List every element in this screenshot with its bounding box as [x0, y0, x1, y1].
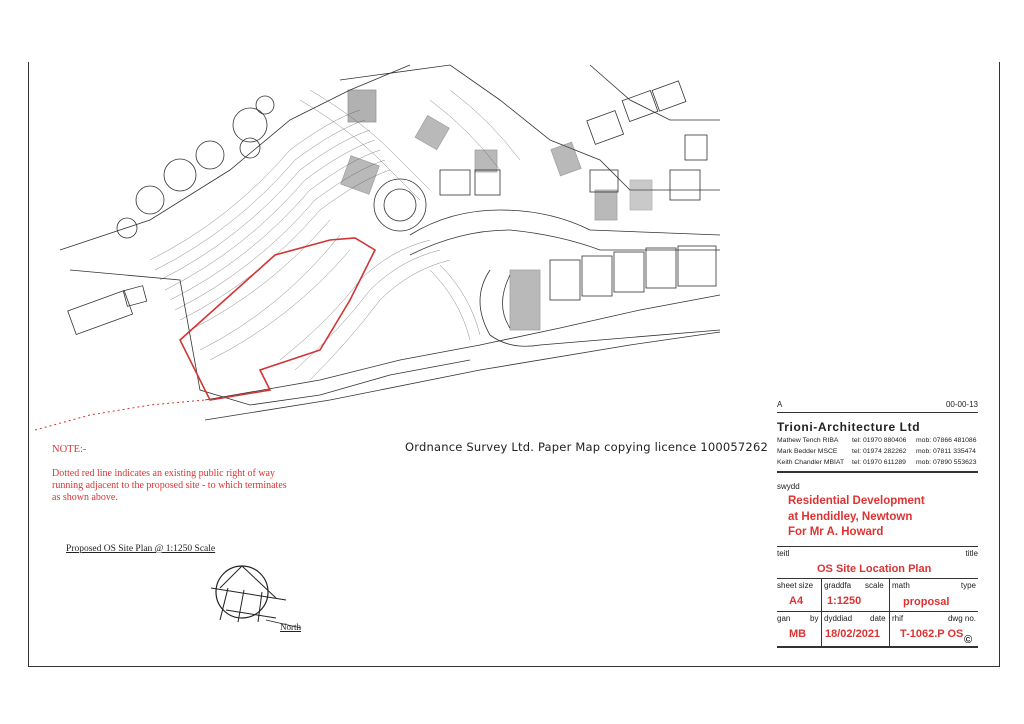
project-description — [788, 494, 925, 541]
staff-name: Mathew Tench RIBA — [777, 437, 839, 444]
date-value: 18/02/2021 — [825, 628, 881, 640]
staff-mob: mob: 07866 481086 — [916, 437, 977, 444]
title-block — [777, 398, 978, 648]
sheet-size-label: sheet size — [777, 581, 814, 590]
revision-letter: A — [777, 400, 783, 409]
type-value: proposal — [903, 596, 950, 608]
title-label-cy: teitl — [777, 549, 790, 558]
revision-date: 00-00-13 — [945, 400, 978, 409]
divider — [777, 412, 978, 413]
project-label: swydd — [777, 482, 800, 491]
dwg-number-value: T-1062.P OS — [900, 628, 964, 640]
scale-label-en: scale — [865, 581, 884, 590]
divider — [821, 578, 822, 611]
sheet-size-value: A4 — [789, 595, 804, 607]
drawn-by-value: MB — [789, 628, 807, 640]
staff-mob: mob: 07890 553623 — [916, 459, 977, 466]
north-label: North — [280, 622, 301, 632]
firm-name: Trioni-Architecture Ltd — [777, 420, 921, 434]
divider — [889, 611, 890, 647]
copyright-icon: © — [964, 634, 973, 646]
project-line: at Hendidley, Newtown — [788, 510, 913, 523]
scale-label-cy: graddfa — [824, 581, 852, 590]
date-label-en: date — [870, 614, 886, 623]
site-plan-map — [30, 60, 730, 440]
divider — [777, 578, 978, 579]
staff-tel: tel: 01970 880406 — [852, 437, 907, 444]
drawing-title: OS Site Location Plan — [817, 563, 932, 575]
dwg-label-en: dwg no. — [947, 614, 976, 623]
project-line: Residential Development — [788, 495, 925, 507]
staff-name: Mark Bedder MSCE — [777, 448, 838, 455]
staff-mob: mob: 07811 335474 — [916, 448, 976, 455]
title-label-en: title — [965, 549, 978, 558]
os-licence-text: Ordnance Survey Ltd. Paper Map copying licence 100057262 — [405, 440, 768, 454]
type-label-en: type — [960, 581, 976, 590]
by-label-cy: gan — [777, 614, 791, 623]
dwg-label-cy: rhif — [892, 614, 904, 623]
divider — [777, 546, 978, 547]
staff-tel: tel: 01974 282262 — [852, 448, 907, 455]
note-title: NOTE:- — [52, 444, 87, 455]
type-label-cy: math — [892, 581, 910, 590]
project-line: For Mr A. Howard — [788, 526, 884, 538]
divider — [777, 611, 978, 612]
divider — [821, 611, 822, 647]
date-label-cy: dyddiad — [824, 614, 853, 623]
by-label-en: by — [810, 614, 819, 623]
staff-tel: tel: 01970 611289 — [852, 459, 906, 466]
divider — [889, 578, 890, 611]
note-body: Dotted red line indicates an existing public right of way running adjacent to the proposed site - to which terminates as shown above. — [52, 468, 287, 503]
divider — [777, 471, 978, 473]
divider — [777, 646, 978, 648]
scale-value: 1:1250 — [827, 595, 862, 607]
plan-scale-label: Proposed OS Site Plan @ 1:1250 Scale — [66, 544, 216, 554]
staff-name: Keith Chandler MBIAT — [777, 459, 845, 466]
